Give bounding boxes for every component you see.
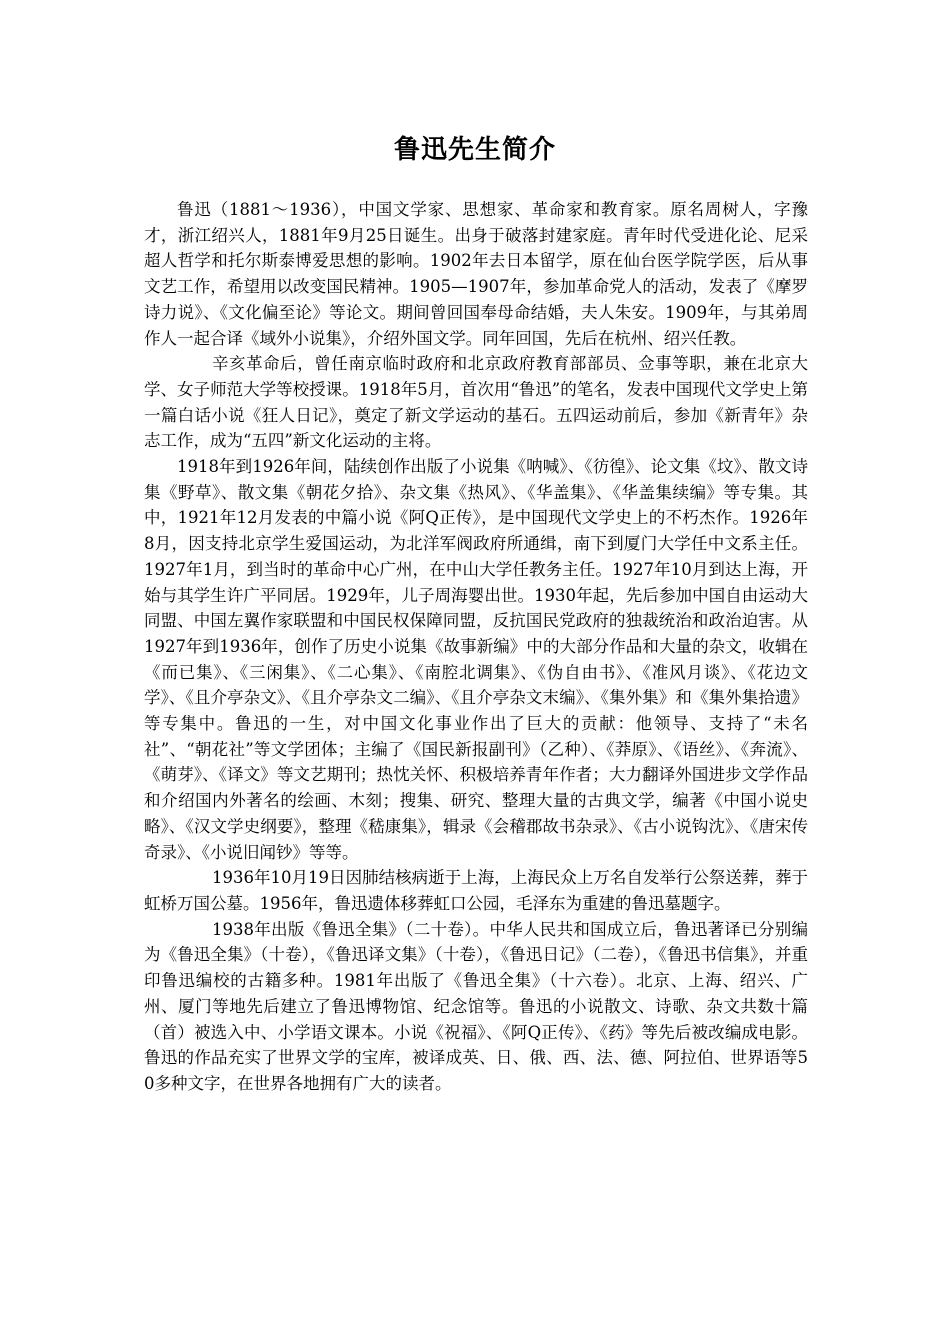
paragraph-legacy: 1938年出版《鲁迅全集》（二十卷）。中华人民共和国成立后，鲁迅著译已分别编为《鲁迅全集》（十卷），《鲁迅译文集》（十卷），《鲁迅日记》（二卷），《鲁迅书信集》，并重印鲁迅编校的古籍多种。1981年出版了《鲁迅全集》（十六卷）。北京、上海、绍兴、广州、厦门等地先后建立了鲁迅博物馆、纪念馆等。鲁迅的小说散文、诗歌、杂文共数十篇（首）被选入中、小学语文课本。小说《祝福》、《阿Q正传》、《药》等先后被改编成电影。鲁迅的作品充实了世界文学的宝库，被译成英、日、俄、西、法、德、阿拉伯、世界语等50多种文字，在世界各地拥有广大的读者。 [144,919,808,1093]
paragraph-early-life: 鲁迅（1881～1936），中国文学家、思想家、革命家和教育家。原名周树人，字豫才，浙江绍兴人，1881年9月25日诞生。出身于破落封建家庭。青年时代受进化论、尼采超人哲学和托尔斯泰博爱思想的影响。1902年去日本留学，原在仙台医学院学医，后从事文艺工作，希望用以改变国民精神。1905—1907年，参加革命党人的活动，发表了《摩罗诗力说》、《文化偏至论》等论文。期间曾回国奉母命结婚，夫人朱安。1909年，与其弟周作人一起合译《域外小说集》，介绍外国文学。同年回国，先后在杭州、绍兴任教。 [144,200,808,348]
paragraph-works: 1918年到1926年间，陆续创作出版了小说集《呐喊》、《彷徨》、论文集《坟》、散文诗集《野草》、散文集《朝花夕拾》、杂文集《热风》、《华盖集》、《华盖集续编》等专集。其中，1921年12月发表的中篇小说《阿Q正传》，是中国现代文学史上的不朽杰作。1926年8月，因支持北京学生爱国运动，为北洋军阀政府所通缉，南下到厦门大学任中文系主任。1927年1月，到当时的革命中心广州，在中山大学任教务主任。1927年10月到达上海，开始与其学生许广平同居。1929年，儿子周海婴出世。1930年起，先后参加中国自由运动大同盟、中国左翼作家联盟和中国民权保障同盟，反抗国民党政府的独裁统治和政治迫害。从1927年到1936年，创作了历史小说集《故事新编》中的大部分作品和大量的杂文，收辑在《而已集》、《三闲集》、《二心集》、《南腔北调集》、《伪自由书》、《准风月谈》、《花边文学》、《且介亭杂文》、《且介亭杂文二编》、《且介亭杂文末编》、《集外集》和《集外集拾遗》等专集中。鲁迅的一生，对中国文化事业作出了巨大的贡献：他领导、支持了“未名社”、“朝花社”等文学团体；主编了《国民新报副刊》（乙种）、《莽原》、《语丝》、《奔流》、《萌芽》、《译文》等文艺期刊；热忱关怀、积极培养青年作者；大力翻译外国进步文学作品和介绍国内外著名的绘画、木刻；搜集、研究、整理大量的古典文学，编著《中国小说史略》、《汉文学史纲要》，整理《嵇康集》，辑录《会稽郡故书杂录》、《古小说钩沈》、《唐宋传奇录》、《小说旧闻钞》等等。 [144,457,808,862]
paragraph-after-revolution: 辛亥革命后，曾任南京临时政府和北京政府教育部部员、佥事等职，兼在北京大学、女子师范大学等校授课。1918年5月，首次用“鲁迅”的笔名，发表中国现代文学史上第一篇白话小说《狂人日记》，奠定了新文学运动的基石。五四运动前后，参加《新青年》杂志工作，成为“五四”新文化运动的主将。 [144,354,808,451]
paragraph-death: 1936年10月19日因肺结核病逝于上海，上海民众上万名自发举行公祭送葬，葬于虹桥万国公墓。1956年，鲁迅遗体移葬虹口公园，毛泽东为重建的鲁迅墓题字。 [144,868,808,913]
document-title: 鲁迅先生简介 [393,135,556,165]
document-body [144,197,808,1097]
